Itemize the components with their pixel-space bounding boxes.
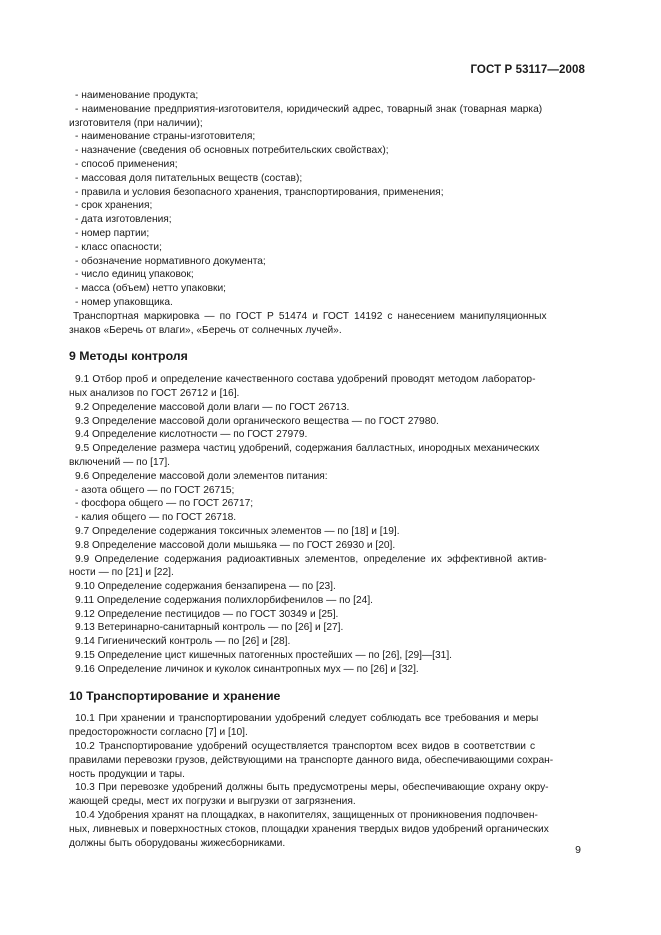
list-item: - правила и условия безопасного хранения, транспортирования, применения; <box>75 186 444 198</box>
section-9-body <box>69 373 585 677</box>
paragraph-line: 9.4 Определение кислотности — по ГОСТ 27979. <box>75 429 308 441</box>
paragraph-line: должны быть оборудованы жижесборниками. <box>69 837 286 849</box>
paragraph-line: 9.3 Определение массовой доли органического вещества — по ГОСТ 27980. <box>75 415 439 427</box>
list-item: - число единиц упаковок; <box>75 269 194 281</box>
paragraph-line: 9.7 Определение содержания токсичных элементов — по [18] и [19]. <box>75 525 400 537</box>
list-item: - наименование страны-изготовителя; <box>75 131 256 143</box>
list-item: - дата изготовления; <box>75 214 172 226</box>
paragraph-line: 9.5 Определение размера частиц удобрений, содержания балластных, инородных механических <box>75 443 540 455</box>
paragraph-line: - фосфора общего — по ГОСТ 26717; <box>75 498 254 510</box>
section-10-body <box>69 712 585 850</box>
paragraph-line: 9.12 Определение пестицидов — по ГОСТ 30349 и [25]. <box>75 608 339 620</box>
page-body <box>69 89 585 850</box>
paragraph-line: 10.3 При перевозке удобрений должны быть предусмотрены меры, обеспечивающие охрану окру- <box>75 782 549 794</box>
paragraph-line: 9.1 Отбор проб и определение качественного состава удобрений проводят методом лаборатор- <box>75 374 536 386</box>
paragraph-line: 9.13 Ветеринарно-санитарный контроль — по [26] и [27]. <box>75 622 344 634</box>
paragraph-line: 9.15 Определение цист кишечных патогенных простейших — по [26], [29]—[31]. <box>75 650 453 662</box>
document-code: ГОСТ Р 53117—2008 <box>470 64 585 76</box>
list-item: - срок хранения; <box>75 200 153 212</box>
paragraph-line: включений — по [17]. <box>69 456 171 468</box>
list-item: - номер упаковщика. <box>75 296 173 308</box>
paragraph-line: 10.1 При хранении и транспортировании удобрений следует соблюдать все требования и меры <box>75 713 539 725</box>
paragraph-line: ность продукции и тары. <box>69 768 185 780</box>
paragraph-line: 9.14 Гигиенический контроль — по [26] и [28]. <box>75 636 291 648</box>
paragraph-line: - калия общего — по ГОСТ 26718. <box>75 512 237 524</box>
paragraph-line: жающей среды, мест их погрузки и выгрузки от загрязнения. <box>69 796 356 808</box>
list-item: - наименование предприятия-изготовителя, юридический адрес, товарный знак (товарная марка) <box>75 103 543 115</box>
paragraph-line: 9.9 Определение содержания радиоактивных элементов, определение их эффективной актив- <box>75 553 547 565</box>
paragraph-line: 10.4 Удобрения хранят на площадках, в накопителях, защищенных от проникновения подпочвен- <box>75 810 538 822</box>
paragraph-line: 9.2 Определение массовой доли влаги — по ГОСТ 26713. <box>75 401 350 413</box>
page-number: 9 <box>575 844 581 856</box>
list-item: - класс опасности; <box>75 241 162 253</box>
paragraph-line: 9.10 Определение содержания бензапирена — по [23]. <box>75 581 336 593</box>
paragraph-line: ных анализов по ГОСТ 26712 и [16]. <box>69 387 240 399</box>
paragraph-line: 9.6 Определение массовой доли элементов питания: <box>75 470 328 482</box>
paragraph-line: 10.2 Транспортирование удобрений осуществляется транспортом всех видов в соответствии с <box>75 741 536 753</box>
paragraph-line: 9.11 Определение содержания полихлорбифенилов — по [24]. <box>75 594 374 606</box>
paragraph-line: ных, ливневых и поверхностных стоков, площадки хранения твердых видов удобрений органических <box>69 823 549 835</box>
paragraph-line: 9.16 Определение личинок и куколок синантропных мух — по [26] и [32]. <box>75 663 419 675</box>
list-item: - массовая доля питательных веществ (состав); <box>75 172 303 184</box>
list-item: - номер партии; <box>75 227 150 239</box>
paragraph-line: 9.8 Определение массовой доли мышьяка — по ГОСТ 26930 и [20]. <box>75 539 396 551</box>
list-item: - масса (объем) нетто упаковки; <box>75 283 226 295</box>
paragraph-line: - азота общего — по ГОСТ 26715; <box>75 484 235 496</box>
list-item: - назначение (сведения об основных потребительских свойствах); <box>75 145 389 157</box>
section-10-title: 10 Транспортирование и хранение <box>69 688 281 703</box>
labeling-list <box>69 89 585 310</box>
list-item: изготовителя (при наличии); <box>69 117 203 129</box>
section-9-title: 9 Методы контроля <box>69 349 188 364</box>
transport-marking-line: Транспортная маркировка — по ГОСТ Р 51474 и ГОСТ 14192 с нанесением манипуляционных <box>73 310 547 322</box>
list-item: - наименование продукта; <box>75 90 199 101</box>
list-item: - обозначение нормативного документа; <box>75 255 266 267</box>
transport-marking-line: знаков «Беречь от влаги», «Беречь от солнечных лучей». <box>69 324 342 336</box>
paragraph-line: правилами перевозки грузов, действующими на транспорте данного вида, обеспечивающими сохран- <box>69 754 554 766</box>
paragraph-line: ности — по [21] и [22]. <box>69 567 174 579</box>
list-item: - способ применения; <box>75 158 178 170</box>
paragraph-line: предосторожности согласно [7] и [10]. <box>69 727 248 739</box>
